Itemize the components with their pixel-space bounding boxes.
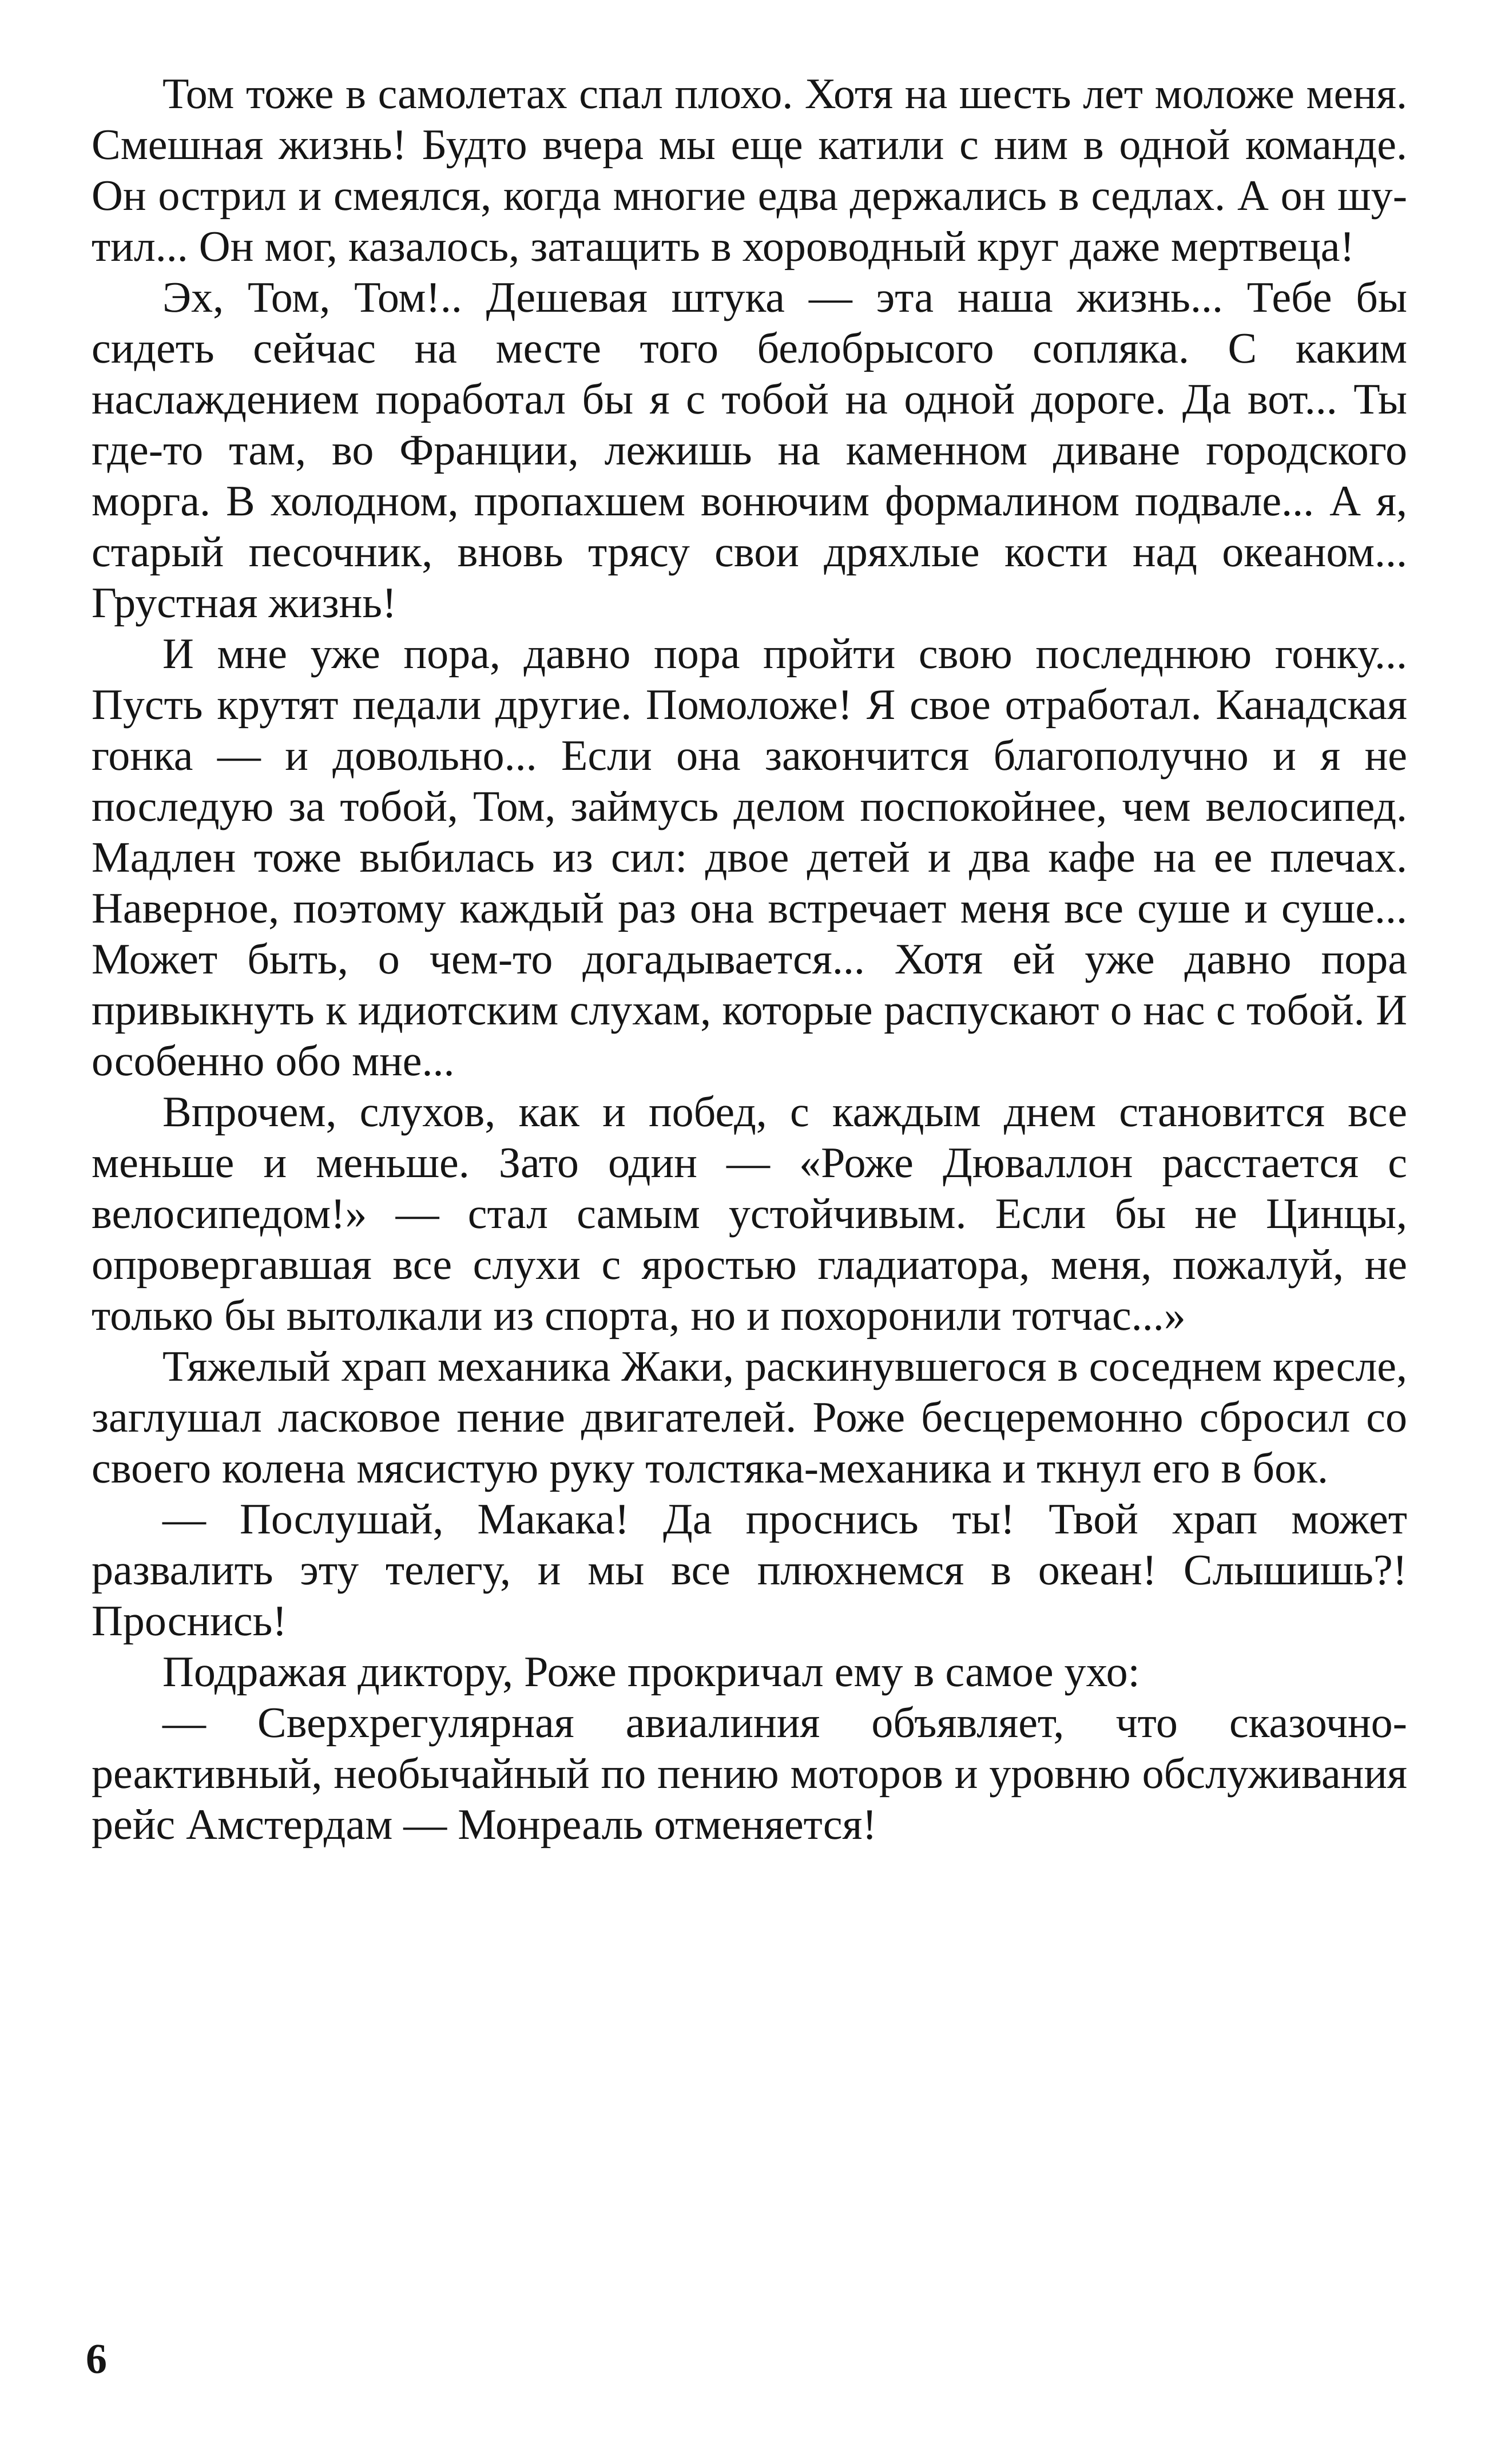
paragraph-2: Эх, Том, Том!.. Дешевая штука — эта наша жизнь... Тебе бы сидеть сейчас на месте того белобрысого сопляка. С каким наслаждением поработал бы я с тобой на одной дороге. Да вот... Ты где-то там, во Франции, лежишь на каменном диване городского морга. В холодном, пропахшем вонючим формалином подвале... А я, старый песочник, вновь трясу свои дряхлые кости над океаном... Грустная жизнь! bbox=[92, 273, 1407, 627]
paragraph-1: Том тоже в самолетах спал плохо. Хотя на шесть лет моложе меня. Смешная жизнь! Будто вчера мы еще катили с ним в одной команде. Он острил и смеялся, когда многие едва держались в седлах. А он шутил... Он мог, казалось, затащить в хороводный круг даже мертвеца! bbox=[92, 70, 1407, 271]
paragraph-3: И мне уже пора, давно пора пройти свою последнюю гонку... Пусть крутят педали другие. Помоложе! Я свое отработал. Канадская гонка — и довольно... Если она закончится благополучно и я не последую за тобой, Том, займусь делом поспокойнее, чем велосипед. Мадлен тоже выбилась из сил: двое детей и два кафе на ее плечах. Наверное, поэтому каждый раз она встречает меня все суше и суше... Может быть, о чем-то догадывается... Хотя ей уже давно пора привыкнуть к идиотским слухам, которые распускают о нас с тобой. И особенно обо мне... bbox=[92, 630, 1407, 1085]
paragraph-6: — Послушай, Макака! Да проснись ты! Твой храп может развалить эту телегу, и мы все плюхнемся в океан! Слышишь?! Проснись! bbox=[92, 1495, 1407, 1645]
paragraph-7: Подражая диктору, Роже прокричал ему в самое ухо: bbox=[162, 1648, 1140, 1696]
page-number: 6 bbox=[86, 2336, 107, 2383]
paragraph-4: Впрочем, слухов, как и побед, с каждым днем становится все меньше и меньше. Зато один — «Роже Дюваллон расстается с велосипедом!» — стал самым устойчивым. Если бы не Цинцы, опровергавшая все слухи с яростью гладиатора, меня, пожалуй, не только бы вытолкали из спорта, но и похоронили тотчас...» bbox=[92, 1088, 1407, 1340]
page-text bbox=[92, 69, 1407, 1850]
paragraph-5: Тяжелый храп механика Жаки, раскинувшегося в соседнем кресле, заглушал ласковое пение двигателей. Роже бесцеремонно сбросил со своего колена мясистую руку толстяка-механика и ткнул его в бок. bbox=[92, 1342, 1407, 1492]
paragraph-8: — Сверхрегулярная авиалиния объявляет, что сказочно-реактивный, необычайный по пению моторов и уровню обслуживания рейс Амстердам — Монреаль отменяется! bbox=[92, 1699, 1407, 1849]
